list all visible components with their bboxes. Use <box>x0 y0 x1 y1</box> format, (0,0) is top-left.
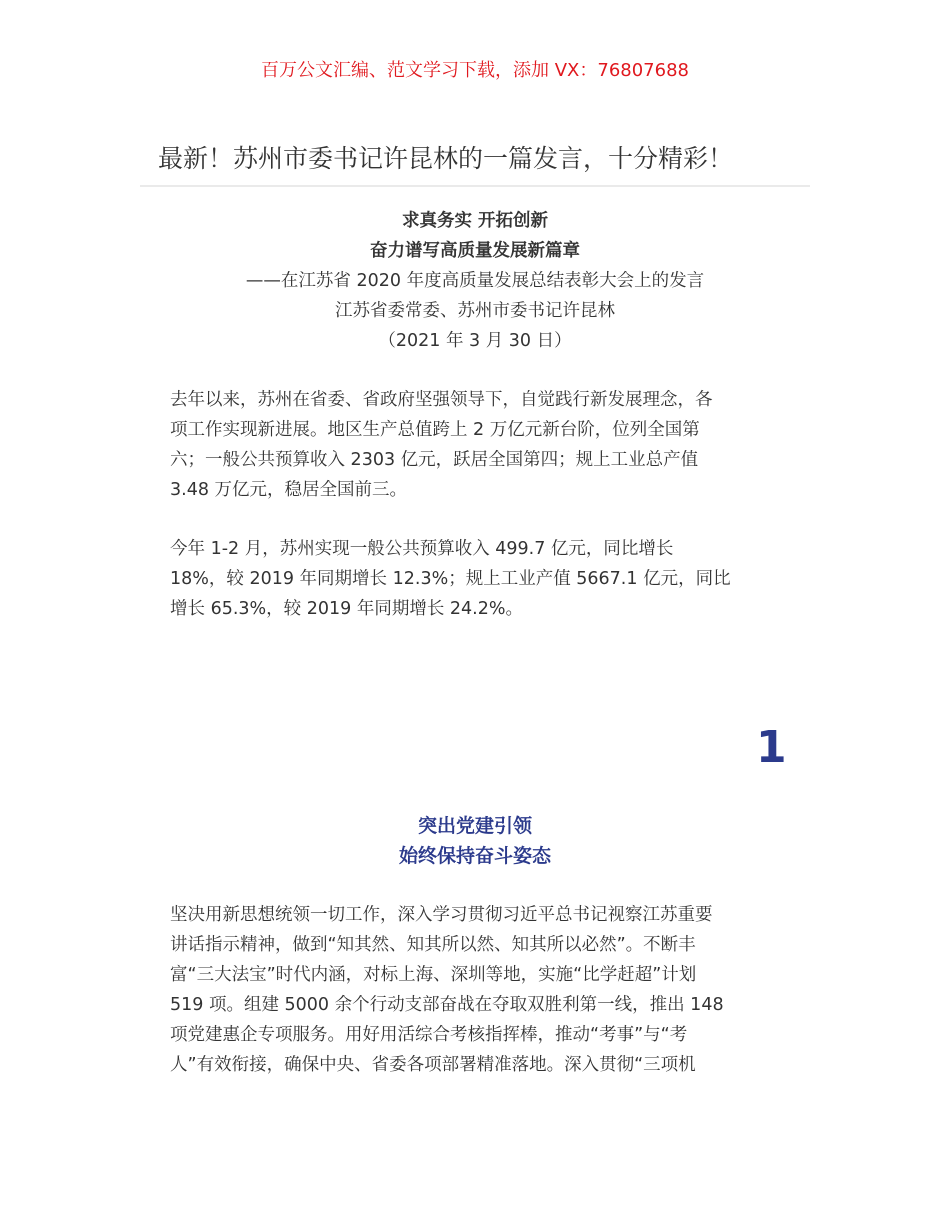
text-line: 去年以来，苏州在省委、省政府坚强领导下，自觉践行新发展理念，各 <box>170 390 713 410</box>
text-line: 3.48 万亿元，稳居全国前三。 <box>170 480 408 500</box>
text-line: 人”有效衔接，确保中央、省委各项部署精准落地。深入贯彻“三项机 <box>170 1055 696 1075</box>
paragraph-1 <box>170 385 790 505</box>
text-line: 讲话指示精神，做到“知其然、知其所以然、知其所以必然”。不断丰 <box>170 935 696 955</box>
section-number: 1 <box>756 722 787 773</box>
text-line: 18%，较 2019 年同期增长 12.3%；规上工业产值 5667.1 亿元，同比 <box>170 569 731 589</box>
article-title: 最新！苏州市委书记许昆林的一篇发言，十分精彩！ <box>158 144 734 173</box>
heading-line-1: 求真务实 开拓创新 <box>401 211 549 231</box>
text-line: 今年 1-2 月，苏州实现一般公共预算收入 499.7 亿元，同比增长 <box>170 539 674 559</box>
paragraph-2 <box>170 534 790 624</box>
text-line: 坚决用新思想统领一切工作，深入学习贯彻习近平总书记视察江苏重要 <box>170 905 713 925</box>
section-title-line-1: 突出党建引领 <box>417 815 532 837</box>
title-divider <box>140 185 810 187</box>
heading-line-2: 奋力谱写高质量发展新篇章 <box>370 241 580 261</box>
ad-banner: 百万公文汇编、范文学习下载，添加 VX：76807688 <box>261 60 689 81</box>
heading-date: （2021 年 3 月 30 日） <box>378 331 572 351</box>
text-line: 富“三大法宝”时代内涵，对标上海、深圳等地，实施“比学赶超”计划 <box>170 965 697 985</box>
text-line: 519 项。组建 5000 余个行动支部奋战在夺取双胜利第一线，推出 148 <box>170 995 724 1015</box>
heading-subtitle: ——在江苏省 2020 年度高质量发展总结表彰大会上的发言 <box>245 271 705 291</box>
text-line: 项工作实现新进展。地区生产总值跨上 2 万亿元新台阶，位列全国第 <box>170 420 700 440</box>
section-title-line-2: 始终保持奋斗姿态 <box>398 845 551 867</box>
text-line: 增长 65.3%，较 2019 年同期增长 24.2%。 <box>170 599 523 619</box>
section-title <box>0 811 950 871</box>
speech-heading <box>0 206 950 356</box>
text-line: 六；一般公共预算收入 2303 亿元，跃居全国第四；规上工业总产值 <box>170 450 699 470</box>
text-line: 项党建惠企专项服务。用好用活综合考核指挥棒，推动“考事”与“考 <box>170 1025 688 1045</box>
section-paragraph <box>170 900 790 1080</box>
heading-speaker: 江苏省委常委、苏州市委书记许昆林 <box>335 301 615 321</box>
